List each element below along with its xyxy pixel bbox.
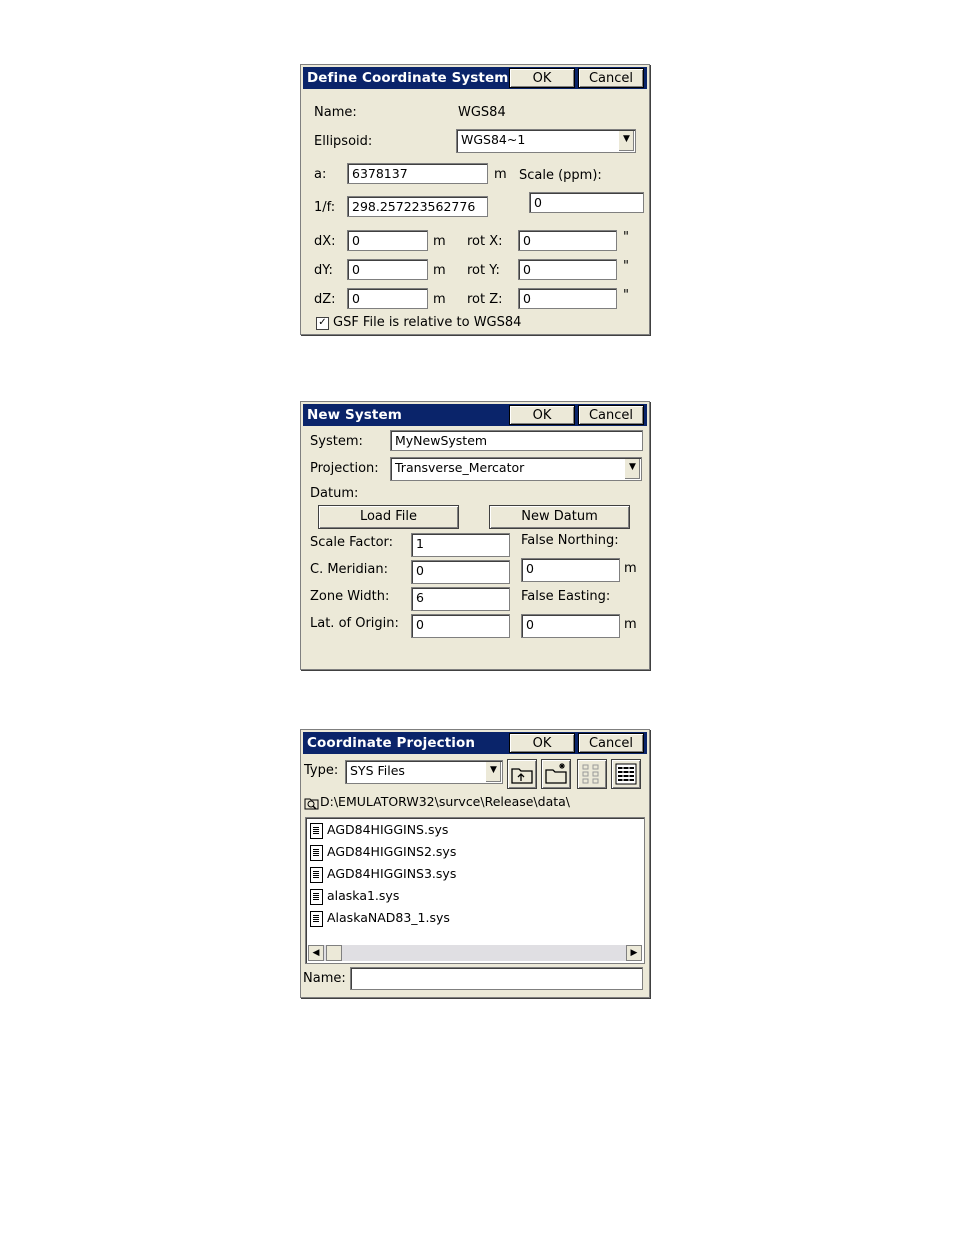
- cancel-button[interactable]: Cancel: [578, 68, 644, 88]
- file-list: [305, 817, 645, 964]
- rot-x-unit: ": [623, 230, 629, 245]
- ellipsoid-select[interactable]: [456, 129, 636, 153]
- scale-ppm-label: Scale (ppm):: [519, 168, 602, 183]
- dz-unit: m: [433, 292, 446, 307]
- rot-x-label: rot X:: [467, 234, 503, 249]
- a-unit: m: [494, 167, 507, 182]
- gsf-relative-checkbox[interactable]: ✓: [316, 317, 329, 330]
- file-item[interactable]: [310, 842, 456, 862]
- zone-width-label: Zone Width:: [310, 589, 390, 604]
- title-bar: [303, 67, 647, 89]
- file-item[interactable]: [310, 886, 399, 906]
- dx-input[interactable]: 0: [347, 230, 428, 251]
- file-name: alaska1.sys: [327, 888, 400, 903]
- dialog-title: Coordinate Projection: [307, 735, 476, 751]
- file-item[interactable]: [310, 908, 450, 928]
- dy-unit: m: [433, 263, 446, 278]
- a-label: a:: [314, 167, 327, 182]
- dy-input[interactable]: 0: [347, 259, 428, 280]
- dx-unit: m: [433, 234, 446, 249]
- system-input[interactable]: MyNewSystem: [390, 430, 643, 451]
- details-view-icon[interactable]: [611, 759, 641, 789]
- dy-label: dY:: [314, 263, 333, 278]
- type-label: Type:: [304, 763, 339, 778]
- scale-factor-label: Scale Factor:: [310, 535, 394, 550]
- scroll-right-icon[interactable]: ▶: [626, 945, 642, 961]
- dz-label: dZ:: [314, 292, 336, 307]
- zone-width-input[interactable]: 6: [411, 587, 510, 611]
- dialog-title: New System: [307, 407, 402, 423]
- list-view-icon[interactable]: [577, 759, 607, 789]
- dx-label: dX:: [314, 234, 336, 249]
- rot-z-unit: ": [623, 288, 629, 303]
- ok-button[interactable]: OK: [509, 405, 575, 425]
- cancel-button[interactable]: Cancel: [578, 405, 644, 425]
- system-label: System:: [310, 434, 363, 449]
- dropdown-arrow-icon[interactable]: ▼: [618, 131, 634, 151]
- dialog-title: Define Coordinate System: [307, 70, 509, 86]
- scale-factor-input[interactable]: 1: [411, 533, 510, 557]
- gsf-relative-label: GSF File is relative to WGS84: [333, 315, 522, 330]
- scale-ppm-input[interactable]: 0: [529, 192, 644, 213]
- false-northing-label: False Northing:: [521, 533, 619, 548]
- rot-y-input[interactable]: 0: [518, 259, 617, 280]
- define-coordinate-system-dialog: [300, 64, 650, 335]
- file-type-select-value: SYS Files: [350, 763, 405, 778]
- title-bar: [303, 732, 647, 754]
- projection-select-value: Transverse_Mercator: [395, 460, 525, 475]
- file-icon: [310, 889, 323, 905]
- new-folder-icon[interactable]: [541, 759, 571, 789]
- datum-label: Datum:: [310, 486, 359, 501]
- c-meridian-label: C. Meridian:: [310, 562, 388, 577]
- current-path-text: D:\EMULATORW32\survce\Release\data\: [320, 794, 571, 809]
- false-easting-unit: m: [624, 617, 637, 632]
- false-easting-input[interactable]: 0: [521, 614, 620, 638]
- projection-select[interactable]: [390, 457, 642, 481]
- rot-x-input[interactable]: 0: [518, 230, 617, 251]
- dropdown-arrow-icon[interactable]: ▼: [624, 459, 640, 479]
- inverse-flattening-label: 1/f:: [314, 200, 336, 215]
- title-bar: [303, 404, 647, 426]
- scroll-left-icon[interactable]: ◀: [308, 945, 324, 961]
- file-icon: [310, 911, 323, 927]
- current-path: [304, 794, 570, 810]
- load-file-button[interactable]: Load File: [318, 505, 459, 529]
- rot-y-label: rot Y:: [467, 263, 500, 278]
- projection-label: Projection:: [310, 461, 379, 476]
- rot-y-unit: ": [623, 259, 629, 274]
- search-folder-icon: [304, 796, 320, 810]
- ok-button[interactable]: OK: [509, 733, 575, 753]
- folder-up-icon[interactable]: [507, 759, 537, 789]
- false-northing-unit: m: [624, 561, 637, 576]
- file-name: AlaskaNAD83_1.sys: [327, 910, 450, 925]
- name-label: Name:: [314, 105, 357, 120]
- dropdown-arrow-icon[interactable]: ▼: [485, 762, 501, 782]
- file-icon: [310, 845, 323, 861]
- file-icon: [310, 867, 323, 883]
- name-label: Name:: [303, 971, 346, 986]
- ellipsoid-label: Ellipsoid:: [314, 134, 373, 149]
- file-name: AGD84HIGGINS.sys: [327, 822, 449, 837]
- horizontal-scrollbar[interactable]: [308, 945, 642, 961]
- new-system-dialog: [300, 401, 650, 670]
- false-easting-label: False Easting:: [521, 589, 611, 604]
- name-value: WGS84: [458, 105, 506, 120]
- file-item[interactable]: [310, 864, 456, 884]
- rot-z-label: rot Z:: [467, 292, 503, 307]
- file-item[interactable]: [310, 820, 448, 840]
- file-type-select[interactable]: [345, 760, 503, 784]
- lat-of-origin-input[interactable]: 0: [411, 614, 510, 638]
- ok-button[interactable]: OK: [509, 68, 575, 88]
- rot-z-input[interactable]: 0: [518, 288, 617, 309]
- file-name: AGD84HIGGINS3.sys: [327, 866, 457, 881]
- new-datum-button[interactable]: New Datum: [489, 505, 630, 529]
- coordinate-projection-dialog: [300, 729, 650, 998]
- dz-input[interactable]: 0: [347, 288, 428, 309]
- lat-of-origin-label: Lat. of Origin:: [310, 616, 399, 631]
- c-meridian-input[interactable]: 0: [411, 560, 510, 584]
- false-northing-input[interactable]: 0: [521, 558, 620, 582]
- name-input[interactable]: [350, 967, 643, 990]
- file-name: AGD84HIGGINS2.sys: [327, 844, 457, 859]
- scroll-thumb[interactable]: [326, 945, 342, 961]
- cancel-button[interactable]: Cancel: [578, 733, 644, 753]
- file-icon: [310, 823, 323, 839]
- a-input[interactable]: 6378137: [347, 163, 488, 184]
- ellipsoid-select-value: WGS84~1: [461, 132, 526, 147]
- inverse-flattening-input[interactable]: 298.257223562776: [347, 196, 488, 217]
